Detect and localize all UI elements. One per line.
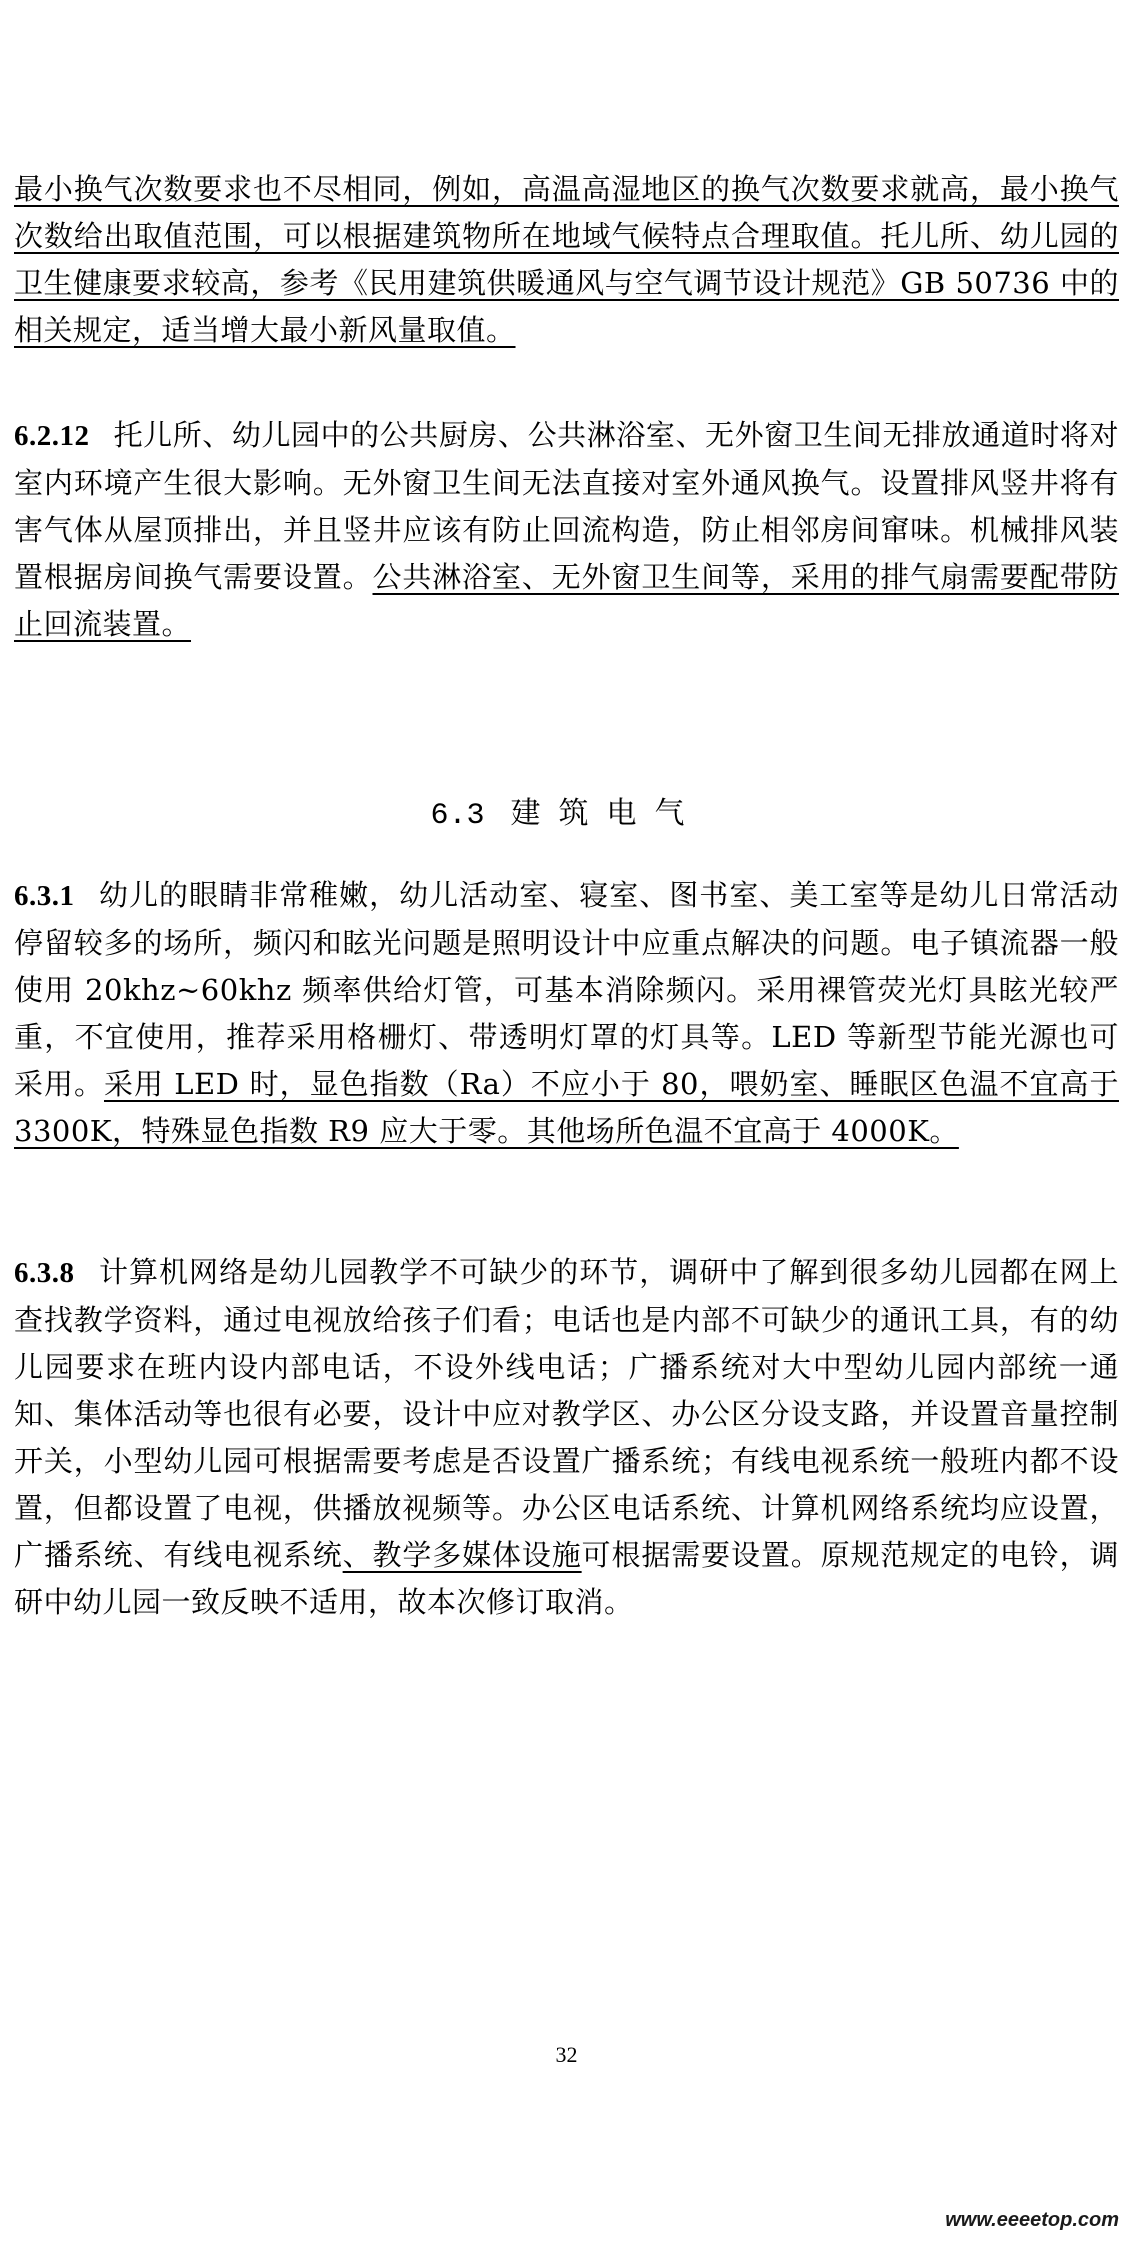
clause-6-3-8	[14, 1249, 1119, 1626]
page-number: 32	[555, 2042, 578, 2067]
clause-number: 6.3.1	[14, 880, 75, 912]
clause-number: 6.2.12	[14, 420, 90, 452]
clause-number: 6.3.8	[14, 1257, 75, 1289]
clause-text-end: 可根据需要设置。原规范规定的电铃，调研中幼儿园一致反映不适用，故本次修订取消。	[14, 1538, 1119, 1619]
paragraph-continuation	[14, 166, 1119, 354]
section-heading	[0, 794, 1133, 836]
underlined-revision-text: 最小换气次数要求也不尽相同，例如，高温高湿地区的换气次数要求就高，最小换气次数给出取值范围，可以根据建筑物所在地域气候特点合理取值。托儿所、幼儿园的卫生健康要求较高，参考《民用建筑供暖通风与空气调节设计规范》GB 50736 中的相关规定，适当增大最小新风量取值。	[14, 172, 1119, 347]
clause-6-2-12	[14, 412, 1119, 648]
clause-6-3-1	[14, 872, 1119, 1155]
underlined-revision-text: 公共淋浴室、无外窗卫生间等，采用的排气扇需要配带防止回流装置。	[14, 560, 1119, 641]
clause-text: 托儿所、幼儿园中的公共厨房、公共淋浴室、无外窗卫生间无排放通道时将对室内环境产生很大影响。无外窗卫生间无法直接对室外通风换气。设置排风竖井将有害气体从屋顶排出，并且竖井应该有防止回流构造，防止相邻房间窜味。机械排风装置根据房间换气需要设置。	[14, 418, 1119, 594]
underlined-revision-text: 、教学多媒体设施	[342, 1538, 582, 1572]
section-title: 建筑电气	[510, 796, 703, 831]
clause-text: 幼儿的眼睛非常稚嫩，幼儿活动室、寝室、图书室、美工室等是幼儿日常活动停留较多的场所，频闪和眩光问题是照明设计中应重点解决的问题。电子镇流器一般使用 20khz~60khz 频率供给灯管，可基本消除频闪。采用裸管荧光灯具眩光较严重，不宜使用，推荐采用格栅灯、带透明灯罩的灯具等。LED 等新型节能光源也可采用。	[14, 878, 1119, 1101]
clause-text: 计算机网络是幼儿园教学不可缺少的环节，调研中了解到很多幼儿园都在网上查找教学资料，通过电视放给孩子们看；电话也是内部不可缺少的通讯工具，有的幼儿园要求在班内设内部电话，不设外线电话；广播系统对大中型幼儿园内部统一通知、集体活动等也很有必要，设计中应对教学区、办公区分设支路，并设置音量控制开关，小型幼儿园可根据需要考虑是否设置广播系统；有线电视系统一般班内都不设置，但都设置了电视，供播放视频等。办公区电话系统、计算机网络系统均应设置，广播系统、有线电视系统	[14, 1255, 1119, 1572]
site-watermark: www.eeeetop.com	[945, 2209, 1119, 2231]
section-number: 6.3	[430, 799, 485, 833]
underlined-revision-text: 采用 LED 时，显色指数（Ra）不应小于 80，喂奶室、睡眠区色温不宜高于 3300K，特殊显色指数 R9 应大于零。其他场所色温不宜高于 4000K。	[14, 1067, 1119, 1148]
